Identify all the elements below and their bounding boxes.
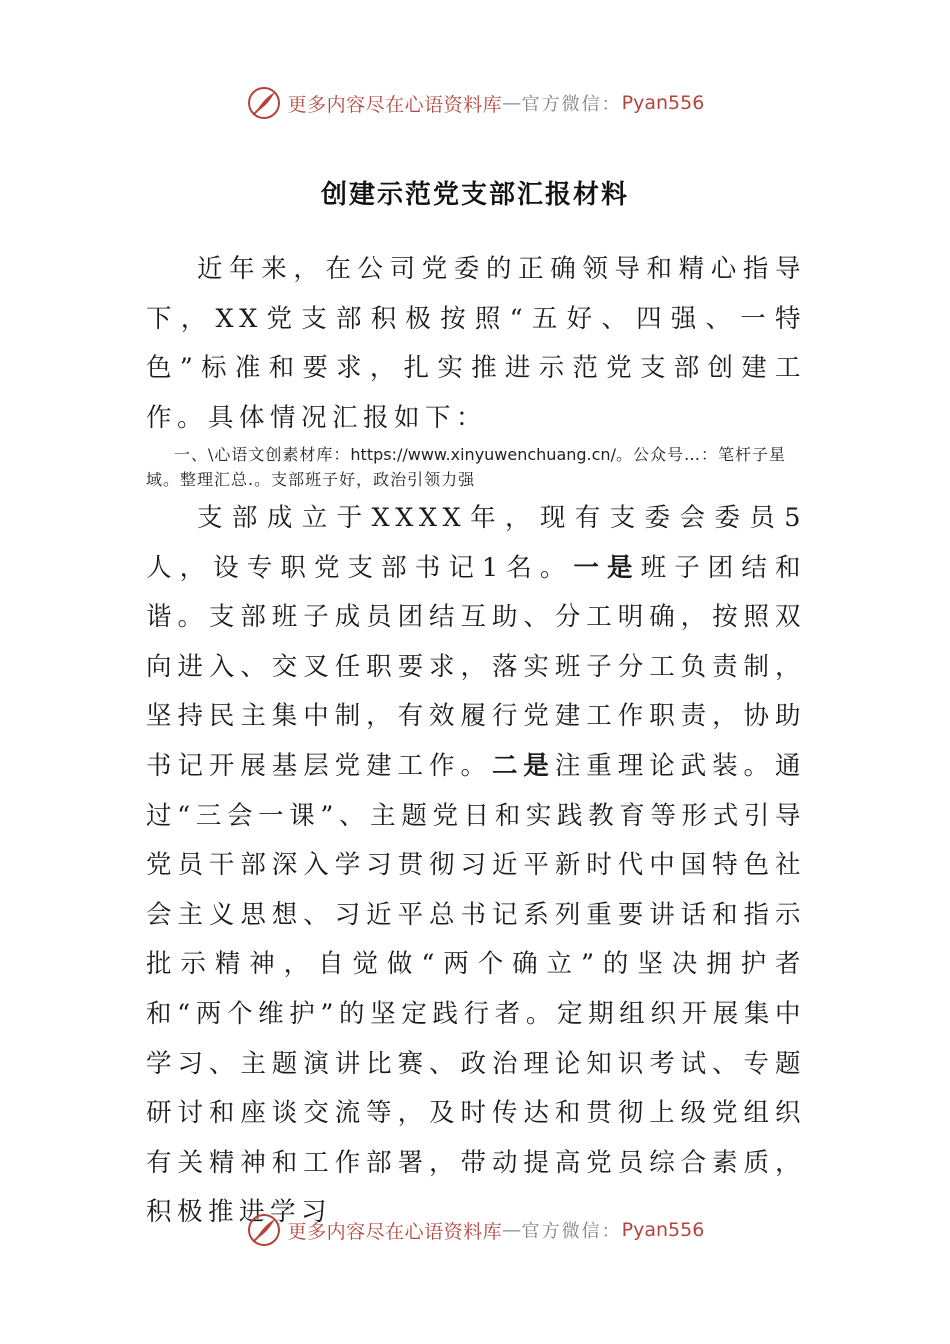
header-brand-text: 更多内容尽在心语资料库 [287,93,503,116]
header-dash: — [502,92,522,114]
header-wechat-label: 官方微信： [521,94,622,115]
body-part-2: 班子团结和谐。支部班子成员团结互助、分工明确，按照双向进入、交叉任职要求，落实班子分工负责制，坚持民主集中制，有效履行党建工作职责，协助书记开展基层党建工作。 [146,552,806,781]
header-wechat-id: Pyan556 [621,92,705,114]
footer-dash: — [502,1219,522,1241]
section-1-url: https://www.xinyuwenchuang.cn/ [350,445,616,464]
intro-paragraph: 近年来，在公司党委的正确领导和精心指导下，XX党支部积极按照“五好、四强、一特色”标准和要求，扎实推进示范党支部创建工作。具体情况汇报如下： [146,254,806,433]
footer-wechat-id: Pyan556 [621,1219,705,1241]
page-header-banner [0,78,950,128]
document-title: 创建示范党支部汇报材料 [320,180,629,210]
section-heading-1 [146,442,806,492]
body-part-3: 注重理论武装。通过“三会一课”、主题党日和实践教育等形式引导党员干部深入学习贯彻习近平新时代中国特色社会主义思想、习近平总书记系列重要讲话和指示批示精神，自觉做“两个确立”的坚决拥护者和“两个维护”的坚定践行者。定期组织开展集中学习、主题演讲比赛、政治理论知识考试、专题研讨和座谈交流等，及时传达和贯彻上级党组织有关精神和工作部署，带动提高党员综合素质，积极推进学习 [146,750,806,1228]
quill-logo-icon [246,1212,282,1248]
body-part-1: 支部成立于XXXX年，现有支委会委员5人，设专职党支部书记1名。 [146,503,806,583]
section-1-suffix: 。公众号…：笔杆子星域。整理汇总.。支部班子好，政治引领力强 [146,445,786,489]
body-paragraph [146,494,806,1238]
footer-brand-text: 更多内容尽在心语资料库 [287,1220,503,1243]
body-bold-1: 一是 [573,552,641,583]
footer-wechat-label: 官方微信： [521,1221,622,1242]
quill-logo-icon [246,85,282,121]
page-footer-banner [0,1205,950,1255]
body-bold-2: 二是 [491,750,555,781]
section-1-prefix: 一、\心语文创素材库： [174,445,351,464]
